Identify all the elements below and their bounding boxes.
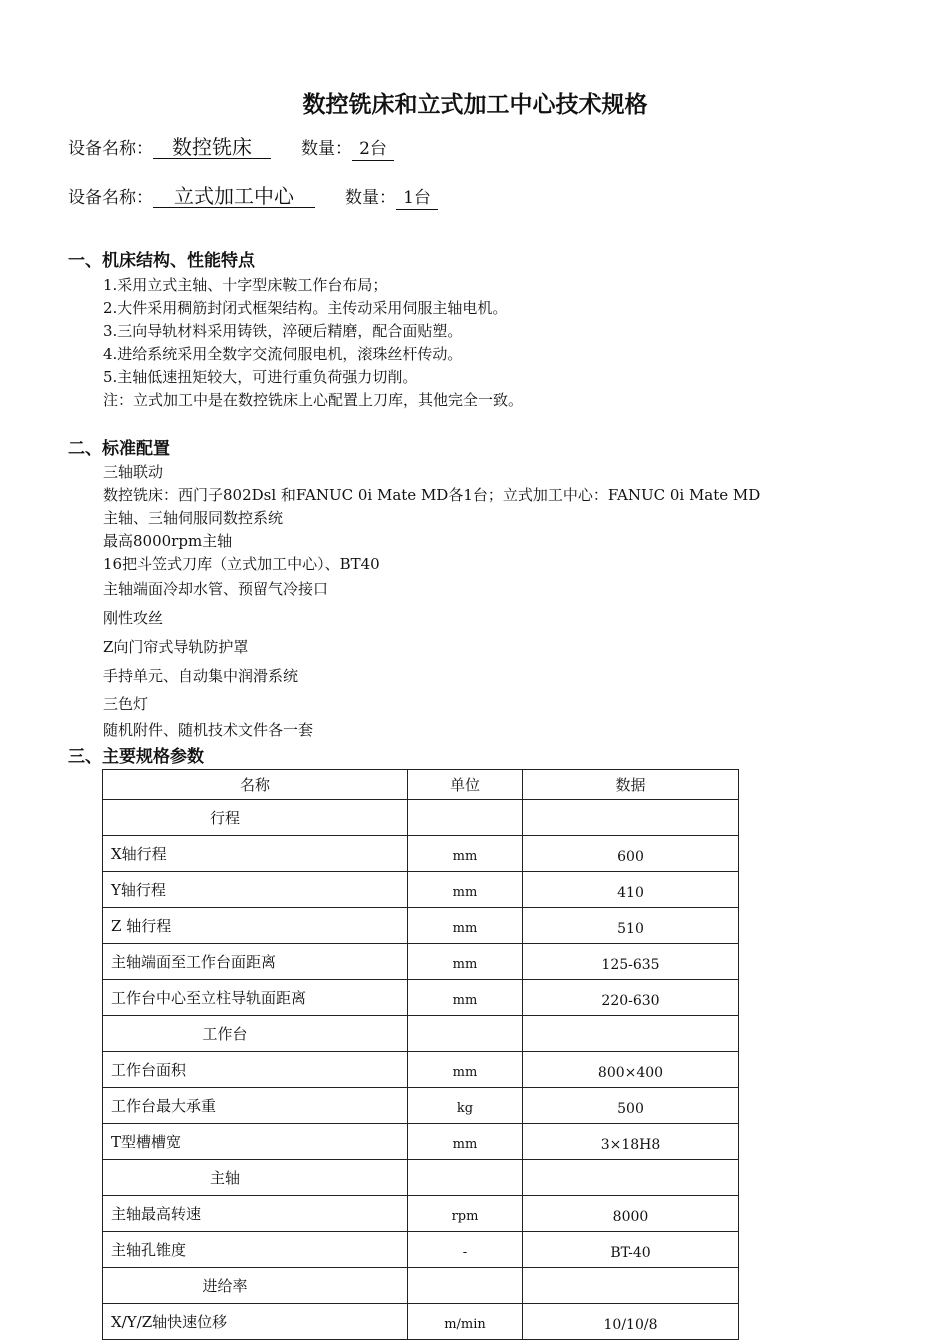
table-group-row [103, 800, 739, 836]
cell-value: 8000 [523, 1196, 739, 1232]
table-row [103, 980, 739, 1016]
device-line-2 [68, 183, 438, 210]
section-heading-config: 二、标准配置 [68, 439, 170, 459]
config-item: 随机附件、随机技术文件各一套 [103, 721, 314, 739]
config-item: 主轴端面冷却水管、预留气冷接口 [103, 580, 329, 598]
column-header-name: 名称 [103, 770, 408, 800]
feature-item: 4.进给系统采用全数字交流伺服电机，滚珠丝杆传动。 [103, 345, 463, 363]
cell-value [523, 1268, 739, 1304]
table-row [103, 1124, 739, 1160]
cell-name: T型槽槽宽 [103, 1124, 408, 1160]
cell-value: 125-635 [523, 944, 739, 980]
table-group-row [103, 1016, 739, 1052]
cell-name: X轴行程 [103, 836, 408, 872]
feature-item: 5.主轴低速扭矩较大，可进行重负荷强力切削。 [103, 368, 418, 386]
cell-name: 主轴 [103, 1160, 408, 1196]
cell-unit: mm [408, 1124, 523, 1160]
document-title: 数控铣床和立式加工中心技术规格 [302, 91, 648, 118]
cell-unit: mm [408, 872, 523, 908]
cell-unit: mm [408, 980, 523, 1016]
cell-value: 3×18H8 [523, 1124, 739, 1160]
device-line-1 [68, 134, 394, 161]
table-group-row [103, 1160, 739, 1196]
config-item: Z向门帘式导轨防护罩 [103, 638, 249, 656]
cell-name: 工作台 [103, 1016, 408, 1052]
feature-item: 2.大件采用稠筋封闭式框架结构。主传动采用伺服主轴电机。 [103, 299, 508, 317]
cell-value [523, 1160, 739, 1196]
cell-unit [408, 1160, 523, 1196]
device-name-value: 立式加工中心 [153, 185, 315, 208]
table-row [103, 1232, 739, 1268]
cell-unit: rpm [408, 1196, 523, 1232]
cell-value: 500 [523, 1088, 739, 1124]
config-item: 主轴、三轴伺服同数控系统 [103, 509, 284, 527]
cell-value: 220-630 [523, 980, 739, 1016]
device-qty-label: 数量： [345, 188, 396, 208]
cell-name: 主轴端面至工作台面距离 [103, 944, 408, 980]
table-row [103, 944, 739, 980]
table-row [103, 1196, 739, 1232]
cell-unit [408, 1016, 523, 1052]
cell-value: BT-40 [523, 1232, 739, 1268]
table-header-row [103, 770, 739, 800]
cell-name: 行程 [103, 800, 408, 836]
spec-table [102, 769, 739, 1340]
table-row [103, 1088, 739, 1124]
cell-name: Y轴行程 [103, 872, 408, 908]
cell-value [523, 800, 739, 836]
cell-name: 工作台中心至立柱导轨面距离 [103, 980, 408, 1016]
cell-unit: kg [408, 1088, 523, 1124]
table-group-row [103, 1268, 739, 1304]
table-row [103, 1052, 739, 1088]
section-heading-features: 一、机床结构、性能特点 [68, 251, 255, 271]
cell-unit [408, 800, 523, 836]
cell-name: 进给率 [103, 1268, 408, 1304]
config-item: 最高8000rpm主轴 [103, 532, 233, 550]
cell-unit: mm [408, 944, 523, 980]
section-heading-specs: 三、主要规格参数 [68, 747, 204, 767]
cell-name: 主轴最高转速 [103, 1196, 408, 1232]
cell-value: 600 [523, 836, 739, 872]
config-item: 三轴联动 [103, 463, 164, 481]
cell-name: Z 轴行程 [103, 908, 408, 944]
config-item: 三色灯 [103, 695, 149, 713]
cell-unit: mm [408, 908, 523, 944]
cell-unit [408, 1268, 523, 1304]
device-qty-label: 数量： [301, 139, 352, 159]
cell-unit: m/min [408, 1304, 523, 1340]
device-name-label: 设备名称： [68, 139, 153, 159]
config-item: 数控铣床：西门子802Dsl 和FANUC 0i Mate MD各1台；立式加工中心：FANUC 0i Mate MD [103, 486, 761, 504]
config-item: 手持单元、自动集中润滑系统 [103, 667, 299, 685]
cell-name: 工作台最大承重 [103, 1088, 408, 1124]
cell-value: 10/10/8 [523, 1304, 739, 1340]
cell-unit: - [408, 1232, 523, 1268]
device-name-value: 数控铣床 [153, 136, 271, 159]
feature-note: 注：立式加工中是在数控铣床上心配置上刀库，其他完全一致。 [103, 391, 524, 409]
table-row [103, 872, 739, 908]
device-qty-value: 1台 [396, 187, 438, 210]
feature-item: 3.三向导轨材料采用铸铁，淬硬后精磨，配合面贴塑。 [103, 322, 463, 340]
config-item: 刚性攻丝 [103, 609, 164, 627]
column-header-value: 数据 [523, 770, 739, 800]
column-header-unit: 单位 [408, 770, 523, 800]
cell-value: 410 [523, 872, 739, 908]
device-qty-value: 2台 [352, 138, 394, 161]
table-row [103, 836, 739, 872]
device-name-label: 设备名称： [68, 188, 153, 208]
cell-unit: mm [408, 1052, 523, 1088]
cell-value: 800×400 [523, 1052, 739, 1088]
cell-value [523, 1016, 739, 1052]
table-row [103, 908, 739, 944]
cell-unit: mm [408, 836, 523, 872]
cell-name: 工作台面积 [103, 1052, 408, 1088]
cell-name: X/Y/Z轴快速位移 [103, 1304, 408, 1340]
table-row [103, 1304, 739, 1340]
cell-value: 510 [523, 908, 739, 944]
config-item: 16把斗笠式刀库（立式加工中心）、BT40 [103, 555, 380, 573]
cell-name: 主轴孔锥度 [103, 1232, 408, 1268]
feature-item: 1.采用立式主轴、十字型床鞍工作台布局； [103, 276, 388, 294]
